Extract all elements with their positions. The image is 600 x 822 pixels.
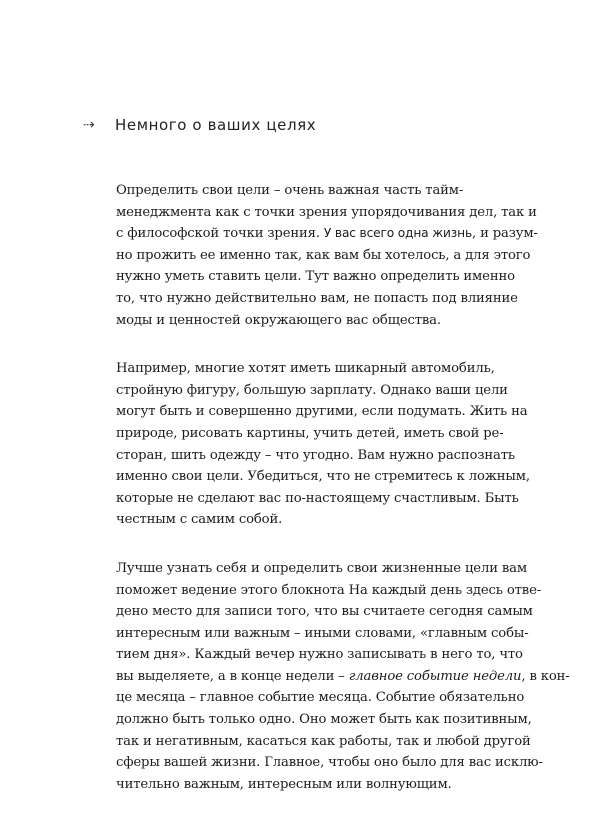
text-segment: дено место для записи того, что вы считаете сегодня самым [116,604,533,620]
text-line [116,202,537,224]
text-segment: которые не сделают вас по-настоящему счастливым. Быть [116,490,519,506]
text-segment: то, что нужно действительно вам, не попасть под влияние [116,290,518,306]
text-segment: Определить свои цели – очень важная часть тайм- [116,183,464,198]
italic-phrase: главное событие недели [348,668,522,684]
text-segment: именно свои цели. Убедиться, что не стремитесь к ложным, [116,469,530,485]
text-segment: сторан, шить одежду – что угодно. Вам нужно распознать [116,447,515,463]
text-line [116,380,508,402]
text-line [116,709,532,731]
text-line [116,401,528,423]
paragraph [116,358,530,531]
text-segment: стройную фигуру, большую зарплату. Однако ваши цели [116,382,508,398]
text-line [116,687,525,709]
paragraph [116,558,570,796]
text-segment: це месяца – главное событие месяца. Событие обязательно [116,690,525,706]
text-line [116,266,515,288]
text-line [116,358,508,380]
text-line [116,509,508,531]
text-line [116,423,508,445]
text-line [116,466,530,488]
text-line [116,223,538,245]
body-text [116,180,570,822]
text-segment: менеджмента как с точки зрения упорядочивания дел, так и [116,204,537,220]
text-segment: Например, многие хотят иметь шикарный автомобиль, [116,361,495,377]
text-line [116,731,531,753]
text-segment: интересным или важным – иными словами, «главным собы- [116,625,529,641]
text-segment: сферы вашей жизни. Главное, чтобы оно было для вас исклю- [116,755,543,771]
text-segment: , и разум- [471,226,538,242]
text-segment: моды и ценностей окружающего вас общества. [116,312,441,328]
text-line [116,644,523,666]
text-segment: должно быть только одно. Оно может быть как позитивным, [116,712,532,728]
text-segment: чительно важным, интересным или волнующим. [116,776,452,792]
text-line [116,245,531,267]
text-segment: но прожить ее именно так, как вам бы хотелось, а для этого [116,247,531,263]
text-segment: тием дня». Каждый вечер нужно записывать в него то, что [116,647,523,663]
text-line [116,488,519,510]
text-segment: честным с самим собой. [116,512,283,528]
emphasis-phrase: У вас всего одна жизнь [323,226,472,241]
text-segment: так и негативным, касаться как работы, так и любой другой [116,733,531,749]
text-line [116,601,533,623]
text-segment: нужно уметь ставить цели. Тут важно определить именно [116,269,515,285]
text-line [116,558,527,580]
section-heading [83,116,316,134]
text-segment: природе, рисовать картины, учить детей, иметь свой ре- [116,425,504,441]
text-segment: поможет ведение этого блокнота На каждый день здесь отве- [116,582,542,598]
text-line [116,180,508,202]
paragraph [116,180,538,331]
text-segment: с философской точки зрения. [116,226,324,242]
text-line [116,580,542,602]
text-segment: , в кон- [521,668,570,684]
section-title: Немного о ваших целях [115,116,317,134]
text-segment: могут быть и совершенно другими, если подумать. Жить на [116,404,528,420]
arrow-right-icon: ⇢ [83,117,95,133]
text-line [116,310,508,332]
text-line [116,288,518,310]
text-line [116,774,508,796]
text-line [116,752,543,774]
text-line [116,666,570,688]
text-segment: Лучше узнать себя и определить свои жизненные цели вам [116,560,527,576]
text-segment: вы выделяете, а в конце недели – [116,668,349,684]
text-line [116,623,529,645]
text-line [116,445,515,467]
